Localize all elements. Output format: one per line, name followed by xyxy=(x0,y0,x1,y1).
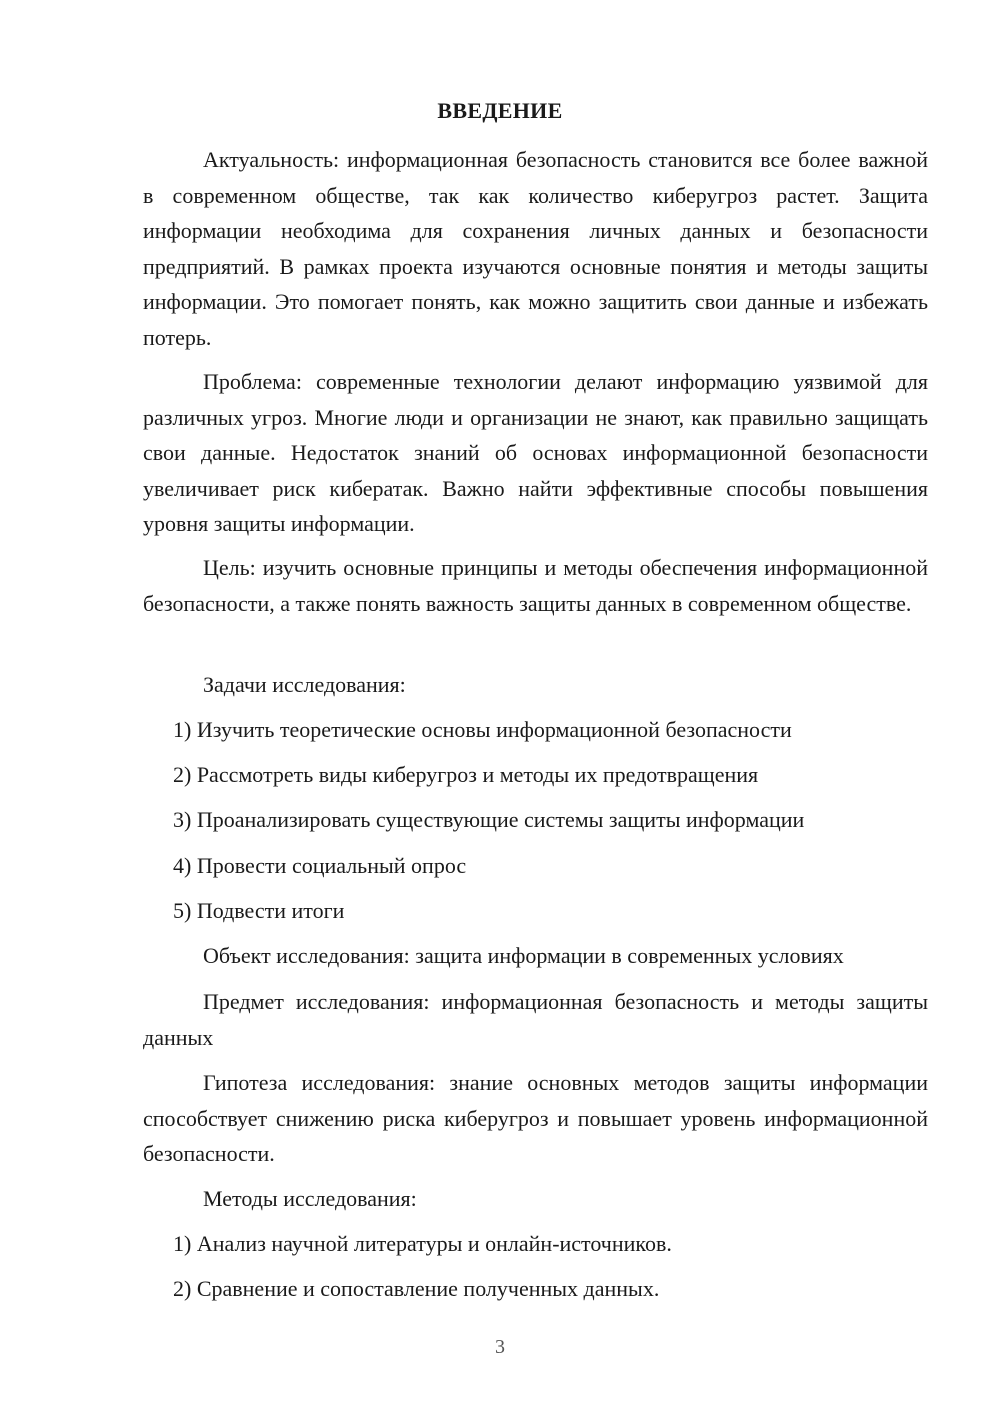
task-item-1: 1) Изучить теоретические основы информационной безопасности xyxy=(173,717,792,742)
tasks-title: Задачи исследования: xyxy=(203,672,406,697)
task-item-2: 2) Рассмотреть виды киберугроз и методы их предотвращения xyxy=(173,762,759,787)
page-number: 3 xyxy=(495,1336,505,1358)
section-heading: ВВЕДЕНИЕ xyxy=(437,98,563,123)
task-item-4: 4) Провести социальный опрос xyxy=(173,853,467,878)
research-object: Объект исследования: защита информации в современных условиях xyxy=(203,943,844,968)
hypothesis-paragraph: Гипотеза исследования: знание основных методов защиты информации способствует снижению риска киберугроз и повышает уровень информационной безопасности. xyxy=(143,1070,928,1166)
problem-paragraph: Проблема: современные технологии делают информацию уязвимой для различных угроз. Многие люди и организации не знают, как правильно защищать свои данные. Недостаток знаний об основах информационной безопасности увеличивает риск кибератак. Важно найти эффективные способы повышения уровня защиты информации. xyxy=(143,369,928,536)
method-item-1: 1) Анализ научной литературы и онлайн-источников. xyxy=(173,1231,672,1256)
relevance-paragraph: Актуальность: информационная безопасность становится все более важной в современном обществе, так как количество киберугроз растет. Защита информации необходима для сохранения личных данных и безопасности предприятий. В рамках проекта изучаются основные понятия и методы защиты информации. Это помогает понять, как можно защитить свои данные и избежать потерь. xyxy=(143,147,928,350)
task-item-3: 3) Проанализировать существующие системы защиты информации xyxy=(173,807,805,832)
goal-paragraph: Цель: изучить основные принципы и методы обеспечения информационной безопасности, а также понять важность защиты данных в современном обществе. xyxy=(143,555,928,616)
method-item-2: 2) Сравнение и сопоставление полученных данных. xyxy=(173,1276,660,1301)
task-item-5: 5) Подвести итоги xyxy=(173,898,345,923)
methods-title: Методы исследования: xyxy=(203,1186,417,1211)
research-subject-paragraph: Предмет исследования: информационная безопасность и методы защиты данных xyxy=(143,989,928,1050)
